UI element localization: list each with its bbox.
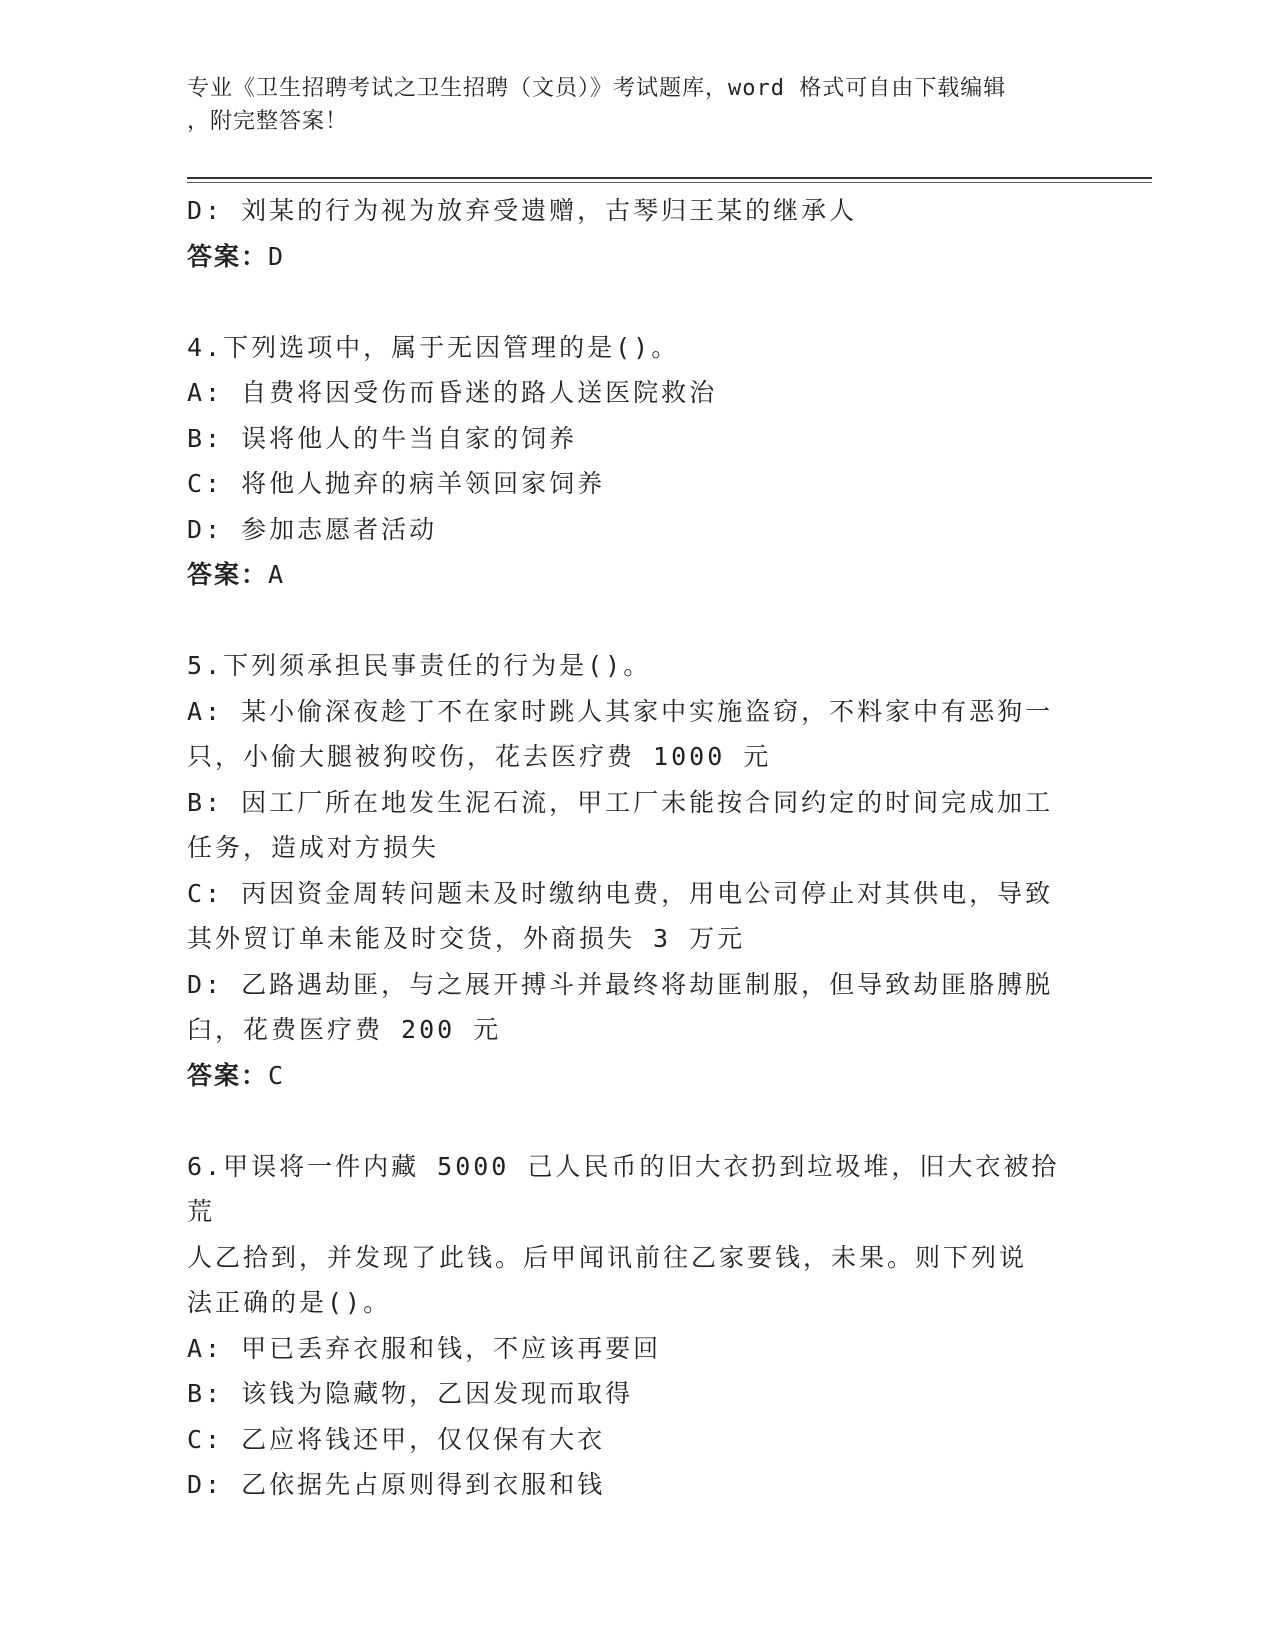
answer-label: 答案：: [187, 1060, 269, 1090]
answer-label: 答案：: [187, 241, 269, 271]
question-stem: 4.下列选项中，属于无因管理的是()。: [187, 332, 680, 362]
question-spacer: [187, 598, 1082, 644]
question-stem-line-1: 6.甲误将一件内藏 5000 己人民币的旧大衣扔到垃圾堆，旧大衣被拾荒: [187, 1151, 1060, 1226]
header-divider-thick: [187, 177, 1152, 179]
option-a-line-1: A: 某小偷深夜趁丁不在家时跳人其家中实施盗窃，不料家中有恶狗一: [187, 696, 1054, 726]
header-divider-thin: [187, 182, 1152, 183]
option-b: B: 误将他人的牛当自家的饲养: [187, 423, 578, 453]
option-b-line-1: B: 因工厂所在地发生泥石流，甲工厂未能按合同约定的时间完成加工: [187, 787, 1054, 817]
option-a: A: 甲已丢弃衣服和钱，不应该再要回: [187, 1333, 662, 1363]
question-6: [187, 1144, 1082, 1508]
question-stem-line-3: 法正确的是()。: [187, 1288, 392, 1317]
answer-value: D: [268, 241, 286, 271]
question-4: [187, 325, 1082, 598]
option-c: C: 乙应将钱还甲，仅仅保有大衣: [187, 1424, 606, 1454]
answer-line: [187, 234, 1082, 280]
option-d: D: 参加志愿者活动: [187, 514, 438, 544]
answer-label: 答案：: [187, 560, 269, 589]
option-d: D: 刘某的行为视为放弃受遗赠，古琴归王某的继承人: [187, 196, 858, 225]
option-a: A: 自费将因受伤而昏迷的路人送医院救治: [187, 378, 718, 407]
answer-value: C: [268, 1060, 286, 1090]
header-title-line-2: ，附完整答案！: [187, 109, 349, 134]
question-3-tail: [187, 188, 1082, 279]
option-d: D: 乙依据先占原则得到衣服和钱: [187, 1470, 606, 1499]
option-d-line-2: 臼，花费医疗费 200 元: [187, 1015, 502, 1044]
option-c-line-2: 其外贸订单未能及时交货，外商损失 3 万元: [187, 924, 746, 953]
answer-line: [187, 1053, 1082, 1099]
question-5: [187, 643, 1082, 1098]
option-c: C: 将他人抛弃的病羊领回家饲养: [187, 469, 606, 498]
header-title-line-1: 专业《卫生招聘考试之卫生招聘（文员）》考试题库，word 格式可自由下载编辑: [187, 76, 1007, 101]
answer-value: A: [268, 560, 286, 589]
answer-line: [187, 552, 1082, 598]
page-header: [187, 72, 1067, 138]
question-spacer: [187, 279, 1082, 325]
question-stem-line-2: 人乙拾到，并发现了此钱。后甲闻讯前往乙家要钱，未果。则下列说: [187, 1242, 1028, 1272]
question-stem: 5.下列须承担民事责任的行为是()。: [187, 651, 652, 680]
option-a-line-2: 只，小偷大腿被狗咬伤，花去医疗费 1000 元: [187, 742, 772, 771]
question-spacer: [187, 1098, 1082, 1144]
option-b: B: 该钱为隐藏物，乙因发现而取得: [187, 1379, 634, 1408]
option-b-line-2: 任务，造成对方损失: [187, 833, 440, 862]
question-content: [187, 188, 1082, 1508]
option-c-line-1: C: 丙因资金周转问题未及时缴纳电费，用电公司停止对其供电，导致: [187, 878, 1054, 908]
option-d-line-1: D: 乙路遇劫匪，与之展开搏斗并最终将劫匪制服，但导致劫匪胳膊脱: [187, 969, 1054, 999]
